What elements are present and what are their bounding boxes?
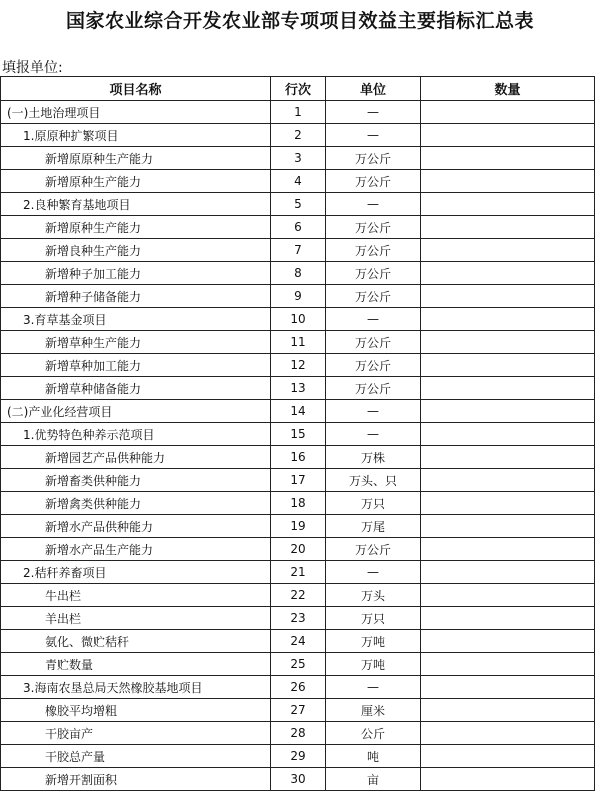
quantity-cell[interactable] [421, 262, 595, 285]
line-number-cell: 25 [271, 653, 326, 676]
item-name-cell: 新增禽类供种能力 [1, 492, 271, 515]
quantity-cell[interactable] [421, 630, 595, 653]
unit-cell: 万公斤 [326, 262, 421, 285]
line-number-cell: 23 [271, 607, 326, 630]
unit-cell: 万公斤 [326, 147, 421, 170]
quantity-cell[interactable] [421, 423, 595, 446]
line-number-cell: 28 [271, 722, 326, 745]
item-name-cell: 新增水产品供种能力 [1, 515, 271, 538]
item-name-cell: 3.海南农垦总局天然橡胶基地项目 [1, 676, 271, 699]
quantity-cell[interactable] [421, 745, 595, 768]
line-number-cell: 6 [271, 216, 326, 239]
line-number-cell: 19 [271, 515, 326, 538]
header-quantity: 数量 [421, 77, 595, 101]
item-name-cell: 干胶亩产 [1, 722, 271, 745]
quantity-cell[interactable] [421, 653, 595, 676]
line-number-cell: 1 [271, 101, 326, 124]
quantity-cell[interactable] [421, 469, 595, 492]
unit-cell: 吨 [326, 745, 421, 768]
quantity-cell[interactable] [421, 607, 595, 630]
unit-cell: 万公斤 [326, 170, 421, 193]
quantity-cell[interactable] [421, 193, 595, 216]
item-name-cell: 新增园艺产品供种能力 [1, 446, 271, 469]
quantity-cell[interactable] [421, 446, 595, 469]
item-name-cell: 3.育草基金项目 [1, 308, 271, 331]
line-number-cell: 16 [271, 446, 326, 469]
line-number-cell: 24 [271, 630, 326, 653]
table-row [1, 285, 595, 308]
line-number-cell: 12 [271, 354, 326, 377]
table-row [1, 147, 595, 170]
table-row [1, 768, 595, 791]
quantity-cell[interactable] [421, 492, 595, 515]
unit-cell: — [326, 561, 421, 584]
line-number-cell: 14 [271, 400, 326, 423]
line-number-cell: 26 [271, 676, 326, 699]
line-number-cell: 2 [271, 124, 326, 147]
table-row [1, 492, 595, 515]
unit-cell: — [326, 400, 421, 423]
line-number-cell: 21 [271, 561, 326, 584]
reporting-unit-label: 填报单位: [2, 60, 63, 76]
line-number-cell: 5 [271, 193, 326, 216]
table-row [1, 239, 595, 262]
table-row [1, 561, 595, 584]
table-row [1, 676, 595, 699]
quantity-cell[interactable] [421, 101, 595, 124]
quantity-cell[interactable] [421, 561, 595, 584]
table-row [1, 630, 595, 653]
item-name-cell: 牛出栏 [1, 584, 271, 607]
unit-cell: 万只 [326, 492, 421, 515]
item-name-cell: 新增草种储备能力 [1, 377, 271, 400]
line-number-cell: 7 [271, 239, 326, 262]
quantity-cell[interactable] [421, 170, 595, 193]
table-row [1, 193, 595, 216]
line-number-cell: 22 [271, 584, 326, 607]
item-name-cell: 橡胶平均增粗 [1, 699, 271, 722]
header-unit: 单位 [326, 77, 421, 101]
line-number-cell: 18 [271, 492, 326, 515]
table-row [1, 216, 595, 239]
unit-cell: 亩 [326, 768, 421, 791]
unit-cell: 万吨 [326, 653, 421, 676]
item-name-cell: 新增水产品生产能力 [1, 538, 271, 561]
unit-cell: 万公斤 [326, 331, 421, 354]
quantity-cell[interactable] [421, 239, 595, 262]
item-name-cell: 1.优势特色种养示范项目 [1, 423, 271, 446]
item-name-cell: 新增种子储备能力 [1, 285, 271, 308]
item-name-cell: 新增开割面积 [1, 768, 271, 791]
line-number-cell: 13 [271, 377, 326, 400]
item-name-cell: 新增原种生产能力 [1, 170, 271, 193]
quantity-cell[interactable] [421, 768, 595, 791]
unit-cell: 万尾 [326, 515, 421, 538]
header-line-no: 行次 [271, 77, 326, 101]
unit-cell: 厘米 [326, 699, 421, 722]
unit-cell: — [326, 676, 421, 699]
item-name-cell: 新增良种生产能力 [1, 239, 271, 262]
line-number-cell: 17 [271, 469, 326, 492]
unit-cell: — [326, 193, 421, 216]
line-number-cell: 8 [271, 262, 326, 285]
table-row [1, 538, 595, 561]
item-name-cell: 氨化、微贮秸秆 [1, 630, 271, 653]
item-name-cell: 新增原种生产能力 [1, 216, 271, 239]
unit-cell: 万公斤 [326, 354, 421, 377]
quantity-cell[interactable] [421, 285, 595, 308]
table-row [1, 423, 595, 446]
line-number-cell: 27 [271, 699, 326, 722]
item-name-cell: 2.良种繁育基地项目 [1, 193, 271, 216]
table-row [1, 124, 595, 147]
table-row [1, 515, 595, 538]
table-row [1, 262, 595, 285]
unit-cell: — [326, 124, 421, 147]
table-row [1, 308, 595, 331]
item-name-cell: (一)土地治理项目 [1, 101, 271, 124]
item-name-cell: 新增畜类供种能力 [1, 469, 271, 492]
unit-cell: 万公斤 [326, 239, 421, 262]
table-row [1, 469, 595, 492]
quantity-cell[interactable] [421, 699, 595, 722]
unit-cell: 万公斤 [326, 285, 421, 308]
quantity-cell[interactable] [421, 584, 595, 607]
unit-cell: 公斤 [326, 722, 421, 745]
quantity-cell[interactable] [421, 400, 595, 423]
item-name-cell: 干胶总产量 [1, 745, 271, 768]
table-row [1, 101, 595, 124]
quantity-cell[interactable] [421, 124, 595, 147]
unit-cell: 万头、只 [326, 469, 421, 492]
table-row [1, 354, 595, 377]
item-name-cell: 新增草种生产能力 [1, 331, 271, 354]
page-title: 国家农业综合开发农业部专项项目效益主要指标汇总表 [65, 10, 534, 32]
unit-cell: 万头 [326, 584, 421, 607]
quantity-cell[interactable] [421, 308, 595, 331]
table-row [1, 722, 595, 745]
table-row [1, 745, 595, 768]
table-row [1, 331, 595, 354]
unit-cell: 万公斤 [326, 216, 421, 239]
indicator-table [0, 76, 595, 791]
unit-cell: 万只 [326, 607, 421, 630]
unit-cell: 万公斤 [326, 538, 421, 561]
item-name-cell: 羊出栏 [1, 607, 271, 630]
table-header-row [1, 77, 595, 101]
line-number-cell: 20 [271, 538, 326, 561]
unit-cell: — [326, 423, 421, 446]
line-number-cell: 15 [271, 423, 326, 446]
quantity-cell[interactable] [421, 515, 595, 538]
item-name-cell: (二)产业化经营项目 [1, 400, 271, 423]
line-number-cell: 30 [271, 768, 326, 791]
line-number-cell: 3 [271, 147, 326, 170]
item-name-cell: 新增草种加工能力 [1, 354, 271, 377]
line-number-cell: 10 [271, 308, 326, 331]
table-row [1, 584, 595, 607]
quantity-cell[interactable] [421, 147, 595, 170]
quantity-cell[interactable] [421, 354, 595, 377]
item-name-cell: 2.秸秆养畜项目 [1, 561, 271, 584]
table-row [1, 170, 595, 193]
table-body [1, 101, 595, 791]
unit-cell: 万公斤 [326, 377, 421, 400]
table-row [1, 400, 595, 423]
table-row [1, 446, 595, 469]
unit-cell: — [326, 308, 421, 331]
line-number-cell: 29 [271, 745, 326, 768]
quantity-cell[interactable] [421, 722, 595, 745]
table-row [1, 699, 595, 722]
quantity-cell[interactable] [421, 377, 595, 400]
table-row [1, 607, 595, 630]
item-name-cell: 新增种子加工能力 [1, 262, 271, 285]
unit-cell: — [326, 101, 421, 124]
table-row [1, 377, 595, 400]
item-name-cell: 1.原原种扩繁项目 [1, 124, 271, 147]
unit-cell: 万吨 [326, 630, 421, 653]
line-number-cell: 4 [271, 170, 326, 193]
quantity-cell[interactable] [421, 216, 595, 239]
item-name-cell: 青贮数量 [1, 653, 271, 676]
item-name-cell: 新增原原种生产能力 [1, 147, 271, 170]
line-number-cell: 11 [271, 331, 326, 354]
quantity-cell[interactable] [421, 331, 595, 354]
table-row [1, 653, 595, 676]
quantity-cell[interactable] [421, 538, 595, 561]
unit-cell: 万株 [326, 446, 421, 469]
line-number-cell: 9 [271, 285, 326, 308]
header-item-name: 项目名称 [1, 77, 271, 101]
quantity-cell[interactable] [421, 676, 595, 699]
